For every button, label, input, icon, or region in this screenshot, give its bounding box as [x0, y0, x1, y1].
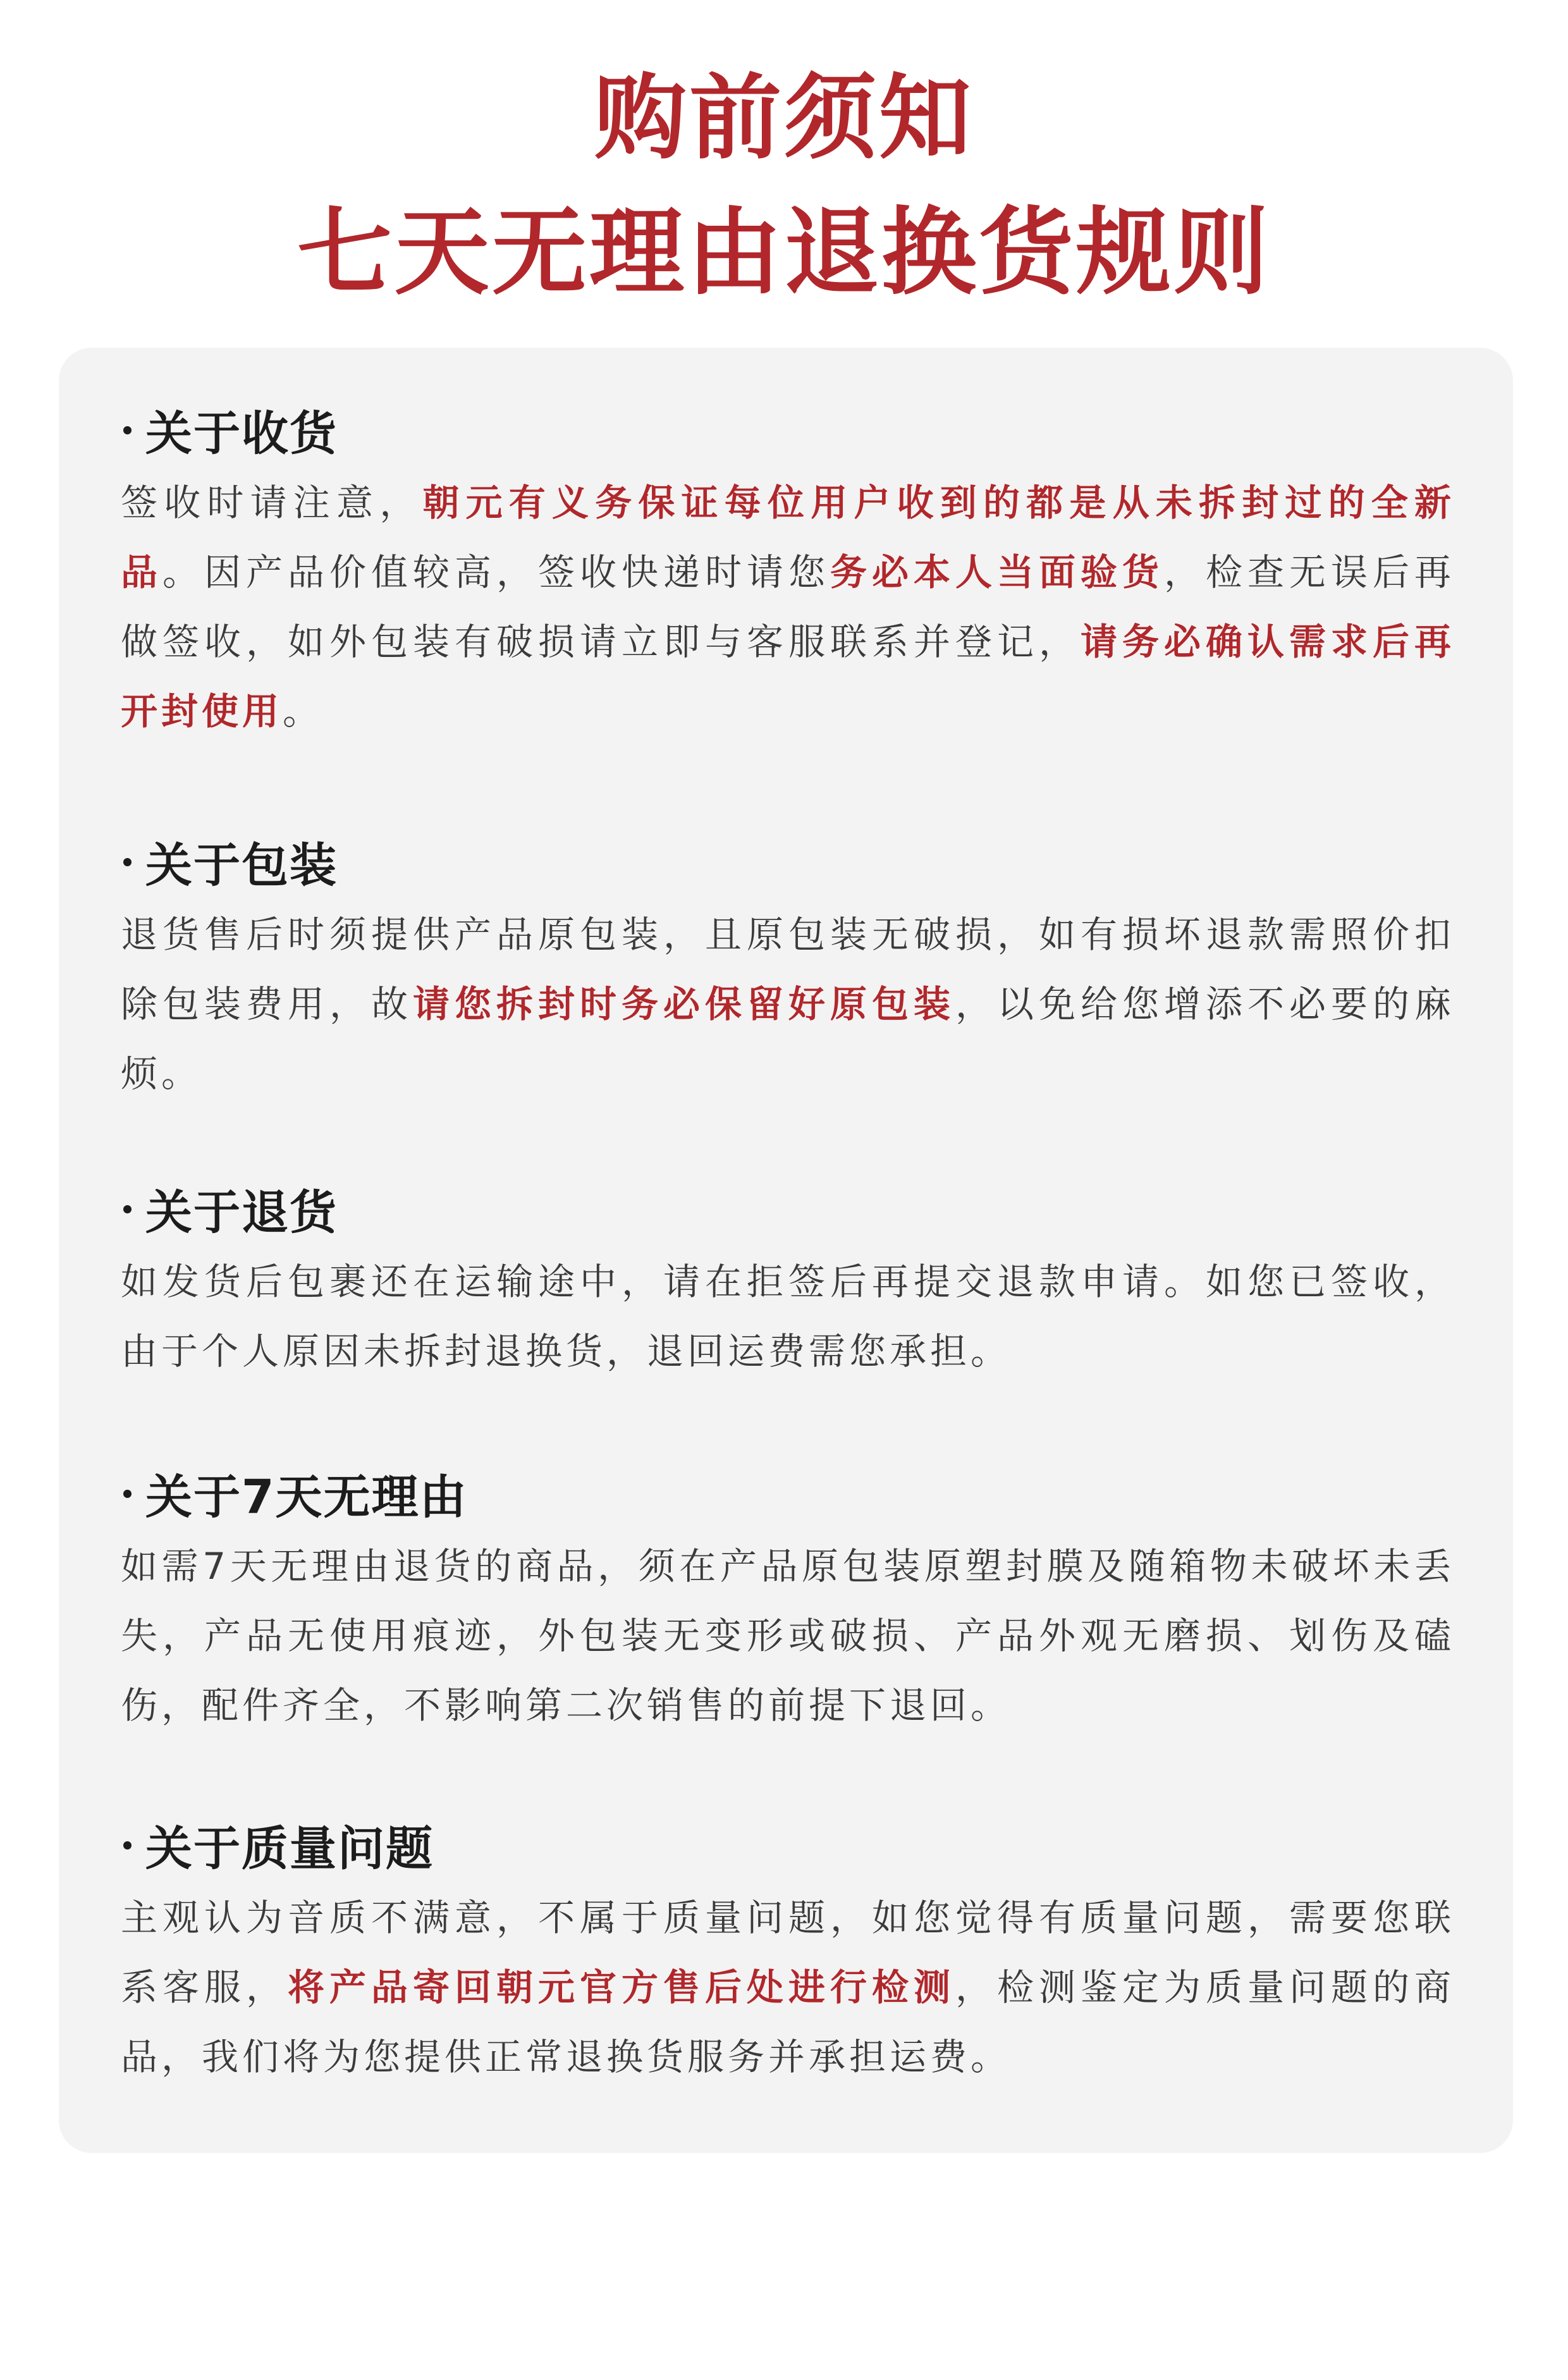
section-heading	[121, 1456, 1455, 1531]
section-body	[121, 468, 1455, 746]
body-text: 如发货后包裹还在运输途中，请在拒签后再提交退款申请。如您已签收，由于个人原因未拆封退换货，退回运费需您承担。	[121, 1260, 1455, 1373]
section-body	[121, 900, 1455, 1108]
body-text: 签收时请注意，	[121, 481, 423, 524]
section-heading	[121, 392, 1455, 468]
body-text: 。因产品价值较高，签收快递时请您	[162, 551, 830, 594]
section-returns	[121, 1171, 1455, 1386]
highlight-text: 务必本人当面验货	[830, 551, 1164, 594]
highlight-text: 将产品寄回朝元官方售后处进行检测	[288, 1966, 955, 2009]
section-title: 关于7天无理由	[145, 1470, 468, 1524]
section-title: 关于退货	[145, 1186, 338, 1240]
rules-card	[59, 348, 1513, 2153]
body-text: ，检测鉴定为质量问题的商品，我们将为您提供正常退换货服务并承担运费。	[121, 1966, 1455, 2078]
section-body	[121, 1883, 1455, 2092]
section-title: 关于质量问题	[145, 1822, 434, 1876]
section-body	[121, 1531, 1455, 1740]
highlight-text: 请您拆封时务必保留好原包装	[413, 983, 955, 1026]
section-receiving	[121, 392, 1455, 746]
bullet-dot-icon	[123, 426, 132, 434]
bullet-dot-icon	[123, 1841, 132, 1849]
page-subtitle: 七天无理由退换货规则	[297, 198, 1271, 308]
section-title: 关于收货	[145, 407, 338, 461]
body-text: ，检查无误后再做签收，如外包装有破损请立即与客服联系并登记，	[121, 551, 1455, 663]
bullet-dot-icon	[123, 1490, 132, 1498]
section-heading	[121, 1807, 1455, 1883]
page-title: 购前须知	[594, 64, 974, 172]
body-text: ，以免给您增添不必要的麻烦。	[121, 983, 1455, 1095]
bullet-dot-icon	[123, 1205, 132, 1213]
highlight-text: 朝元有义务保证每位用户收到的都是从未拆封过的全新品	[121, 481, 1455, 594]
section-packaging	[121, 824, 1455, 1108]
section-title: 关于包装	[145, 838, 338, 893]
body-text: 主观认为音质不满意，不属于质量问题，如您觉得有质量问题，需要您联系客服，	[121, 1896, 1455, 2009]
body-text: 。	[283, 690, 324, 733]
section-heading	[121, 1171, 1455, 1247]
body-text: 如需7天无理由退货的商品，须在产品原包装原塑封膜及随箱物未破坏未丢失，产品无使用痕迹，外包装无变形或破损、产品外观无磨损、划伤及磕伤，配件齐全，不影响第二次销售的前提下退回。	[121, 1545, 1455, 1727]
highlight-text: 请务必确认需求后再开封使用	[121, 620, 1455, 733]
section-body	[121, 1247, 1455, 1386]
bullet-dot-icon	[123, 858, 132, 866]
section-quality	[121, 1807, 1455, 2092]
section-seven-day	[121, 1456, 1455, 1740]
section-heading	[121, 824, 1455, 900]
body-text: 退货售后时须提供产品原包装，且原包装无破损，如有损坏退款需照价扣除包装费用，故	[121, 913, 1455, 1026]
